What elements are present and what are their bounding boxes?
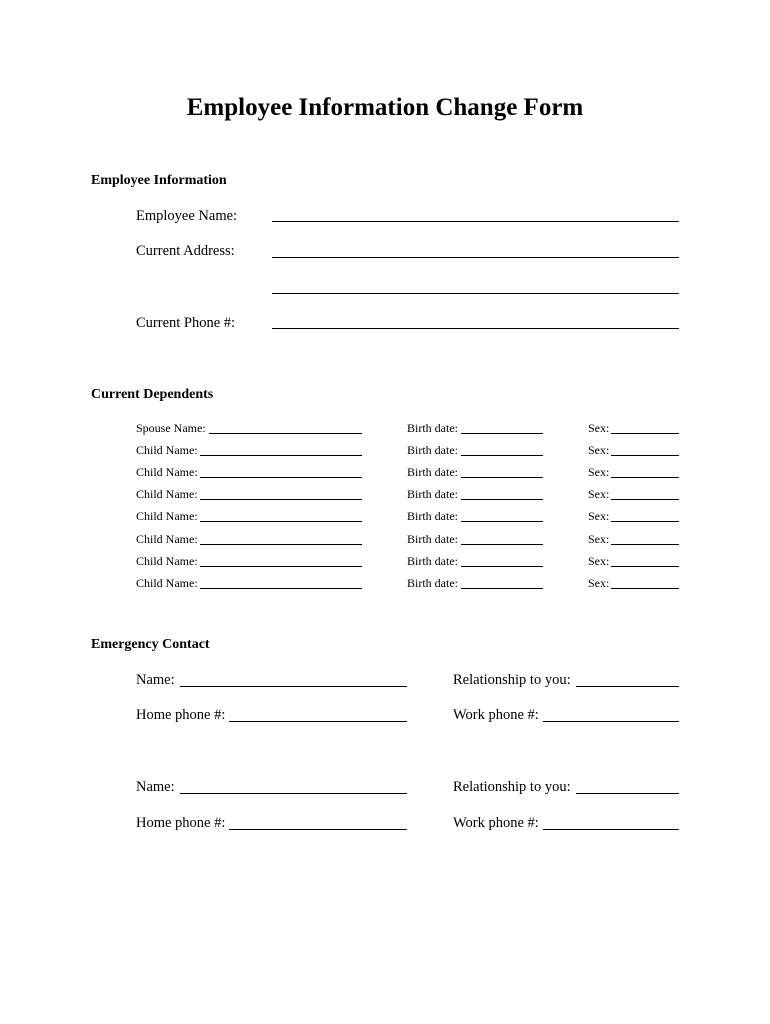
emergency-contact-heading: Emergency Contact <box>91 637 210 652</box>
contact-name-field[interactable] <box>180 686 407 687</box>
dependent-sex-field[interactable] <box>611 477 679 478</box>
contact-work-phone-field[interactable] <box>543 829 679 830</box>
dependent-birth-date-label: Birth date: <box>407 532 458 546</box>
dependent-name-field[interactable] <box>200 477 362 478</box>
dependent-birth-date-field[interactable] <box>461 588 543 589</box>
contact-name-label: Name: <box>136 672 175 688</box>
dependent-name-label: Child Name: <box>136 487 198 501</box>
dependent-sex-label: Sex: <box>588 421 610 435</box>
employee-name-label: Employee Name: <box>136 208 238 224</box>
dependent-sex-field[interactable] <box>611 499 679 500</box>
current-phone-field[interactable] <box>272 328 679 329</box>
dependent-sex-field[interactable] <box>611 566 679 567</box>
dependent-name-field[interactable] <box>200 588 362 589</box>
dependent-birth-date-field[interactable] <box>461 455 543 456</box>
dependent-birth-date-label: Birth date: <box>407 509 458 523</box>
dependent-name-label: Child Name: <box>136 532 198 546</box>
dependent-sex-label: Sex: <box>588 443 610 457</box>
dependent-name-label: Child Name: <box>136 576 198 590</box>
dependent-birth-date-field[interactable] <box>461 544 543 545</box>
dependent-name-field[interactable] <box>200 544 362 545</box>
contact-home-phone-label: Home phone #: <box>136 815 226 831</box>
contact-relationship-field[interactable] <box>576 686 679 687</box>
dependent-birth-date-label: Birth date: <box>407 465 458 479</box>
dependent-sex-label: Sex: <box>588 487 610 501</box>
contact-home-phone-label: Home phone #: <box>136 707 226 723</box>
dependent-name-label: Child Name: <box>136 443 198 457</box>
dependent-sex-field[interactable] <box>611 521 679 522</box>
dependent-sex-label: Sex: <box>588 576 610 590</box>
dependent-sex-field[interactable] <box>611 433 679 434</box>
current-address-field-line2[interactable] <box>272 293 679 294</box>
contact-name-label: Name: <box>136 779 175 795</box>
dependent-name-field[interactable] <box>200 521 362 522</box>
dependent-birth-date-label: Birth date: <box>407 443 458 457</box>
employee-name-field[interactable] <box>272 221 679 222</box>
contact-work-phone-label: Work phone #: <box>453 815 539 831</box>
employee-information-heading: Employee Information <box>91 173 227 188</box>
dependent-birth-date-field[interactable] <box>461 566 543 567</box>
contact-relationship-field[interactable] <box>576 793 679 794</box>
dependent-name-field[interactable] <box>200 566 362 567</box>
contact-relationship-label: Relationship to you: <box>453 779 571 795</box>
dependent-name-field[interactable] <box>200 455 362 456</box>
dependent-name-label: Spouse Name: <box>136 421 206 435</box>
dependent-name-field[interactable] <box>200 499 362 500</box>
current-dependents-heading: Current Dependents <box>91 387 214 402</box>
dependent-birth-date-label: Birth date: <box>407 421 458 435</box>
current-address-label: Current Address: <box>136 243 235 259</box>
contact-name-field[interactable] <box>180 793 407 794</box>
contact-home-phone-field[interactable] <box>229 721 407 722</box>
dependent-birth-date-field[interactable] <box>461 433 543 434</box>
contact-work-phone-field[interactable] <box>543 721 679 722</box>
dependent-sex-field[interactable] <box>611 455 679 456</box>
dependent-birth-date-field[interactable] <box>461 499 543 500</box>
contact-work-phone-label: Work phone #: <box>453 707 539 723</box>
dependent-birth-date-label: Birth date: <box>407 576 458 590</box>
current-address-field-line1[interactable] <box>272 257 679 258</box>
current-phone-label: Current Phone #: <box>136 315 236 331</box>
dependent-sex-field[interactable] <box>611 544 679 545</box>
dependent-birth-date-field[interactable] <box>461 477 543 478</box>
dependent-sex-label: Sex: <box>588 465 610 479</box>
contact-home-phone-field[interactable] <box>229 829 407 830</box>
dependent-birth-date-field[interactable] <box>461 521 543 522</box>
dependent-sex-label: Sex: <box>588 509 610 523</box>
dependent-sex-label: Sex: <box>588 554 610 568</box>
dependent-birth-date-label: Birth date: <box>407 487 458 501</box>
page-title: Employee Information Change Form <box>186 94 584 121</box>
dependent-name-label: Child Name: <box>136 465 198 479</box>
dependent-name-label: Child Name: <box>136 554 198 568</box>
dependent-sex-field[interactable] <box>611 588 679 589</box>
contact-relationship-label: Relationship to you: <box>453 672 571 688</box>
dependent-name-field[interactable] <box>209 433 362 434</box>
dependent-birth-date-label: Birth date: <box>407 554 458 568</box>
dependent-sex-label: Sex: <box>588 532 610 546</box>
dependent-name-label: Child Name: <box>136 509 198 523</box>
